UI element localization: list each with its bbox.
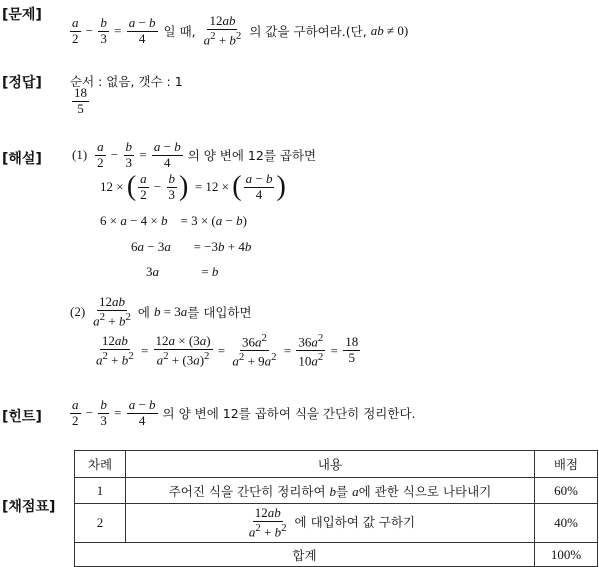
solution-step2: (2) $\frac{12ab}{a^2 + b^2}$ 에 b = 3a 를 대입하면 bbox=[70, 294, 252, 329]
rubric-row1-score: 60% bbox=[535, 478, 598, 504]
problem-label: [문제] bbox=[2, 7, 42, 23]
step2-text-a: 에 bbox=[137, 305, 150, 321]
rubric-row1-content: 주어진 식을 간단히 정리하여 b를 a에 관한 식으로 나타내기 bbox=[126, 478, 535, 504]
hint-text: 의 양 변에 12를 곱하여 식을 간단히 정리한다. bbox=[162, 406, 416, 422]
rubric-table bbox=[74, 450, 598, 567]
problem-statement: $\frac{a}{2}$ − $\frac{b}{3}$ = $\frac{a - b}{4}$ 일 때, $\frac{12ab}{a^2 + b^2}$ 의 값을 구하여라.(단, ab ≠ 0 ) bbox=[72, 13, 409, 48]
solution-label: [해설] bbox=[2, 151, 42, 167]
rubric-row1-no: 1 bbox=[75, 478, 126, 504]
hint-label: [힌트] bbox=[2, 409, 42, 425]
rubric-total-label: 합계 bbox=[75, 543, 535, 567]
answer-meta: 순서 : 없음, 갯수 : 1 bbox=[70, 74, 183, 89]
rubric-row2-score: 40% bbox=[535, 504, 598, 543]
solution-line-2: 6 × a − 4 × b = 3 × (a − b) bbox=[100, 213, 247, 228]
rubric-total-row bbox=[75, 543, 598, 567]
table-row bbox=[75, 478, 598, 504]
rubric-header-content: 내용 bbox=[126, 451, 535, 478]
rubric-header-no: 차례 bbox=[75, 451, 126, 478]
answer-value bbox=[70, 86, 91, 117]
step2-label: (2) bbox=[70, 304, 86, 320]
rubric-header-row bbox=[75, 451, 598, 478]
rubric-row1-content-b: 를 bbox=[336, 483, 349, 499]
answer-label: [정답] bbox=[2, 75, 42, 91]
solution-line-3: 6a − 3a = −3b + 4b bbox=[131, 239, 252, 254]
solution-line-5: $\frac{12ab}{a^2 + b^2}$ = $\frac{12a \times (3a)}{a^2 + (3a)^2}$ = $\frac{36a^2}{a^2 + 9a^2}$ = $\frac{36a^2}{10a^2}$ = $\frac{18}{5}$ bbox=[96, 332, 359, 369]
rubric-total-score: 100% bbox=[535, 543, 598, 567]
solution-line-1: 12 × ( $\frac{a}{2}$ − $\frac{b}{3}$ ) = 12 × ( $\frac{a - b}{4}$ ) bbox=[100, 171, 286, 203]
hint-statement: $\frac{a}{2}$ − $\frac{b}{3}$ = $\frac{a - b}{4}$ 의 양 변에 12를 곱하여 식을 간단히 정리한다. bbox=[72, 397, 416, 428]
rubric-row2-content: $\frac{12ab}{a^2 + b^2}$ 에 대입하여 값 구하기 bbox=[126, 504, 535, 543]
problem-cond-close: ) bbox=[403, 23, 409, 39]
rubric-row1-content-c: 에 관한 식으로 나타내기 bbox=[358, 483, 492, 499]
solution-step1: (1) $\frac{a}{2}$ − $\frac{b}{3}$ = $\frac{a - b}{4}$ 의 양 변에 12를 곱하면 bbox=[72, 139, 317, 170]
rubric-row1-content-a: 주어진 식을 간단히 정리하여 bbox=[168, 483, 326, 499]
rubric-row2-content-text: 에 대입하여 값 구하기 bbox=[294, 514, 416, 530]
solution-line-4: 3a = b bbox=[146, 264, 219, 279]
problem-when: 일 때, bbox=[163, 24, 196, 40]
step1-label: (1) bbox=[72, 147, 88, 163]
rubric-header-score: 배점 bbox=[535, 451, 598, 478]
step2-text-b: 를 대입하면 bbox=[187, 305, 252, 321]
problem-ask: 의 값을 구하여라.(단, bbox=[249, 24, 367, 40]
rubric-row2-no: 2 bbox=[75, 504, 126, 543]
rubric-label: [채점표] bbox=[2, 499, 56, 515]
step1-text: 의 양 변에 12를 곱하면 bbox=[187, 148, 317, 164]
answer-num: 18 bbox=[74, 85, 87, 100]
table-row bbox=[75, 504, 598, 543]
answer-den: 5 bbox=[77, 100, 84, 116]
